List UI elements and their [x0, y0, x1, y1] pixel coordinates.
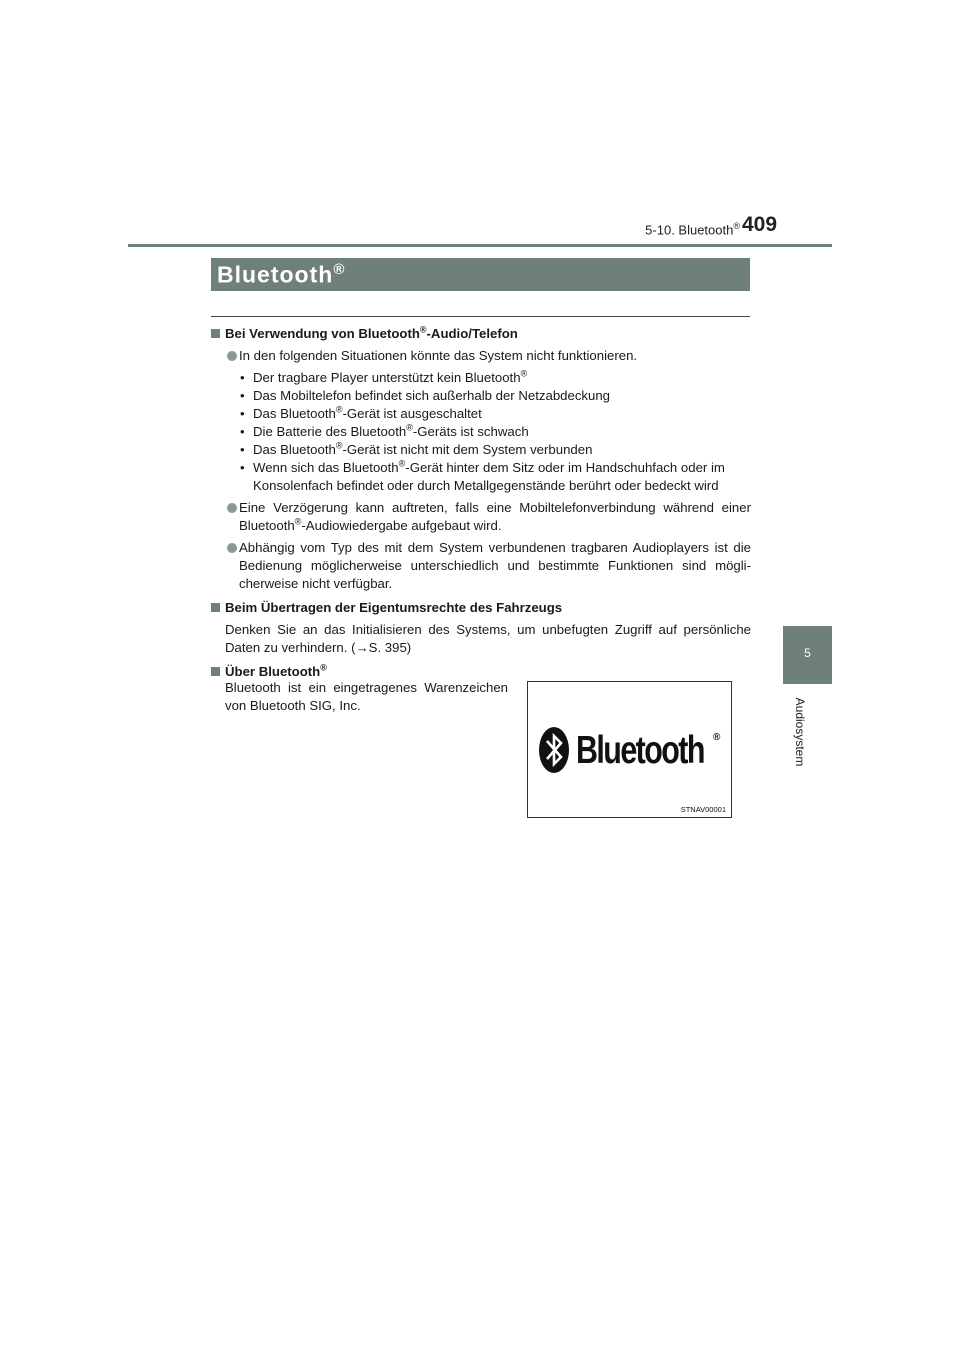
body-text: [211, 325, 751, 685]
list-item: • Der tragbare Player unterstützt kein Bluetooth®: [239, 369, 751, 387]
circle-bullet-icon: [227, 351, 237, 361]
page-number: 409: [742, 213, 778, 236]
registered-mark: ®: [713, 732, 721, 743]
section-label: 5-10. Bluetooth®: [645, 221, 740, 238]
figure-code: STNAV00001: [680, 805, 726, 814]
square-bullet-icon: [211, 667, 220, 676]
situation-list: [211, 369, 751, 495]
bluetooth-icon: [538, 726, 570, 774]
bluetooth-logo-figure: [527, 681, 732, 818]
bullet-point: In den folgenden Situationen könnte das System nicht funktionieren.: [211, 347, 751, 365]
bullet-point: Eine Verzögerung kann auftreten, falls eine Mobiltelefonverbindung während einer Bluetooth®-Audiowiedergabe aufgebaut wird.: [211, 499, 751, 535]
section-heading-about: Über Bluetooth®: [211, 663, 751, 681]
list-item: • Die Batterie des Bluetooth®-Geräts ist schwach: [239, 423, 751, 441]
chapter-label: Audiosystem: [793, 697, 807, 767]
list-item: • Wenn sich das Bluetooth®-Gerät hinter dem Sitz oder im Handschuhfach oder im Konsolenfach befindet oder durch Metallgegenstände berührt oder bedeckt wird: [239, 459, 751, 495]
title-divider: [211, 316, 750, 317]
header-rule: [128, 244, 832, 247]
section-heading-usage: Bei Verwendung von Bluetooth®-Audio/Telefon: [211, 325, 751, 343]
square-bullet-icon: [211, 329, 220, 338]
list-item: • Das Bluetooth®-Gerät ist nicht mit dem System verbunden: [239, 441, 751, 459]
bluetooth-wordmark: Bluetooth: [576, 729, 704, 772]
circle-bullet-icon: [227, 503, 237, 513]
circle-bullet-icon: [227, 543, 237, 553]
chapter-tab: 5: [783, 626, 832, 684]
arrow-right-icon: →: [355, 640, 369, 655]
page-title-banner: [211, 258, 750, 291]
bullet-point: Abhängig vom Typ des mit dem System verbundenen tragbaren Audioplayers ist die Bedienung möglicherweise unterschiedlich und bestimmte Funktionen sind mögli-cherweise nicht verfügbar.: [211, 539, 751, 593]
page-title: Bluetooth®: [217, 261, 346, 288]
page-reference-link[interactable]: S. 395): [368, 640, 412, 655]
ownership-paragraph: Denken Sie an das Initialisieren des Systems, um unbefugten Zugriff auf persönliche Daten zu verhindern. (→S. 395): [225, 622, 751, 655]
list-item: • Das Bluetooth®-Gerät ist ausgeschaltet: [239, 405, 751, 423]
list-item: • Das Mobiltelefon befindet sich außerhalb der Netzabdeckung: [239, 387, 751, 405]
section-heading-ownership: Beim Übertragen der Eigentumsrechte des Fahrzeugs: [211, 599, 751, 617]
trademark-paragraph: Bluetooth ist ein eingetragenes Warenzeichen von Bluetooth SIG, Inc.: [225, 680, 508, 713]
square-bullet-icon: [211, 603, 220, 612]
